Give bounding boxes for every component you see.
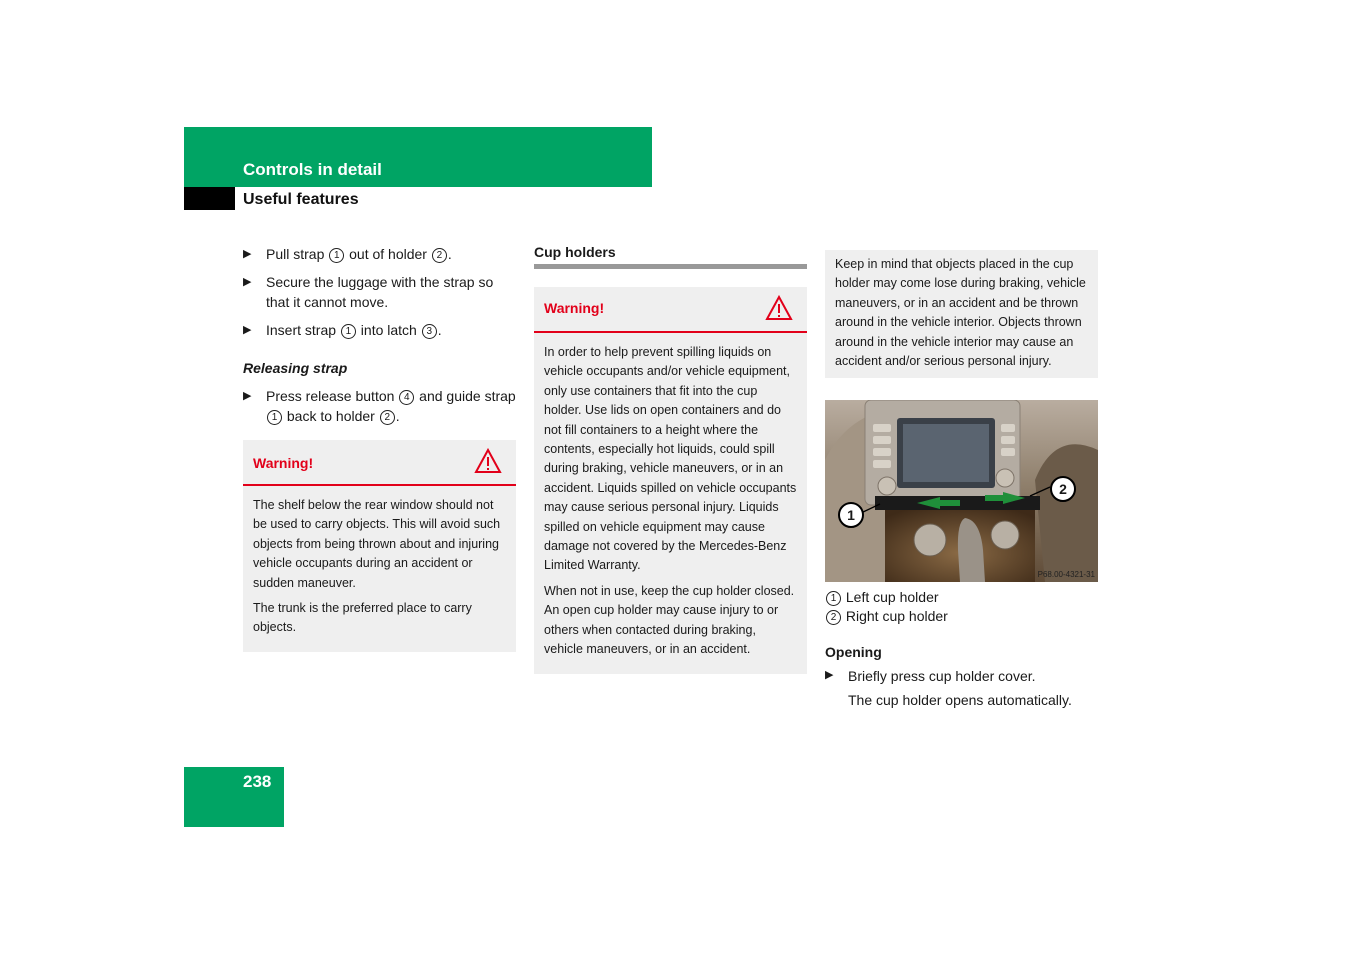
photo-legend [825,588,1098,626]
callout-2: 2 [1050,476,1076,502]
callout-number: 3 [422,324,437,339]
warning-label: Warning! [253,455,314,471]
right-column [825,250,1098,708]
warning-header [534,287,807,333]
cup-holder-photo [825,400,1098,582]
opening-heading: Opening [825,644,882,661]
opening-result: The cup holder opens automatically. [848,692,1072,709]
step-insert-strap: ▶ Insert strap 1 into latch 3 . [243,322,442,338]
step-pull-strap: ▶ Pull strap 1 out of holder 2 . [243,246,452,262]
callout-1: 1 [838,502,864,528]
middle-column [534,244,807,674]
bullet-arrow-icon: ▶ [243,324,252,336]
warning-label: Warning! [544,300,605,316]
subsection-title: Useful features [243,191,359,208]
legend-item: 1 Left cup holder [825,588,1098,607]
warning-box-shelf [243,440,516,652]
warning-triangle-icon [765,295,793,321]
section-title: Controls in detail [243,160,382,179]
photo-code: P68.00-4321-31 [1037,570,1095,580]
callout-number: 2 [380,410,395,425]
step-secure-luggage: ▶ Secure the luggage with the strap so that it cannot move. [243,274,494,310]
header-marker [184,187,235,210]
callout-number: 1 [341,324,356,339]
warning-text: When not in use, keep the cup holder closed. An open cup holder may cause injury to or others when contacted during braking, vehicle maneuvers, or in an accident. [544,583,795,657]
warning-text: In order to help prevent spilling liquids on vehicle occupants and/or vehicle equipment, only use containers that fit into the cup holder. Use lids on open containers and do not fill containers to a height where the contents, especially hot liquids, could spill during braking, vehicle maneuvers, or in an accident. Liquids spilled on vehicle occupants may cause serious personal injury. Liquids spilled on vehicle equipment may cause damage not covered by the Mercedes-Benz Limited Warranty. [544,345,797,573]
bullet-arrow-icon: ▶ [243,390,252,402]
warning-box-liquids [534,287,807,674]
warning-triangle-icon [474,448,502,474]
bullet-arrow-icon: ▶ [243,276,252,288]
callout-number: 2 [432,248,447,263]
cup-holders-heading: Cup holders [534,244,807,269]
page-number: 238 [243,772,272,791]
callout-number: 1 [329,248,344,263]
note-box: Keep in mind that objects placed in the cup holder may come lose during braking, vehicle maneuvers, or in an accident and be thrown around in the vehicle interior. Objects thrown around in the vehicle interior may cause an accident and/or serious personal injury. [825,250,1098,378]
legend-item: 2 Right cup holder [825,607,1098,626]
bullet-arrow-icon: ▶ [243,248,252,260]
warning-text: The trunk is the preferred place to carry objects. [253,601,472,635]
warning-header [243,440,516,486]
step-press-cover: ▶ Briefly press cup holder cover. [825,668,1036,685]
callout-number: 4 [399,390,414,405]
left-column [243,244,516,652]
bullet-arrow-icon: ▶ [825,669,834,682]
callout-number: 1 [267,410,282,425]
step-release-strap: ▶ Press release button 4 and guide strap 1 back to holder 2 . [243,388,516,424]
warning-text: The shelf below the rear window should not be used to carry objects. This will avoid such objects from being thrown about and injuring vehicle occupants during an accident or sudden maneuver. [253,498,501,590]
releasing-strap-heading: Releasing strap [243,360,348,376]
